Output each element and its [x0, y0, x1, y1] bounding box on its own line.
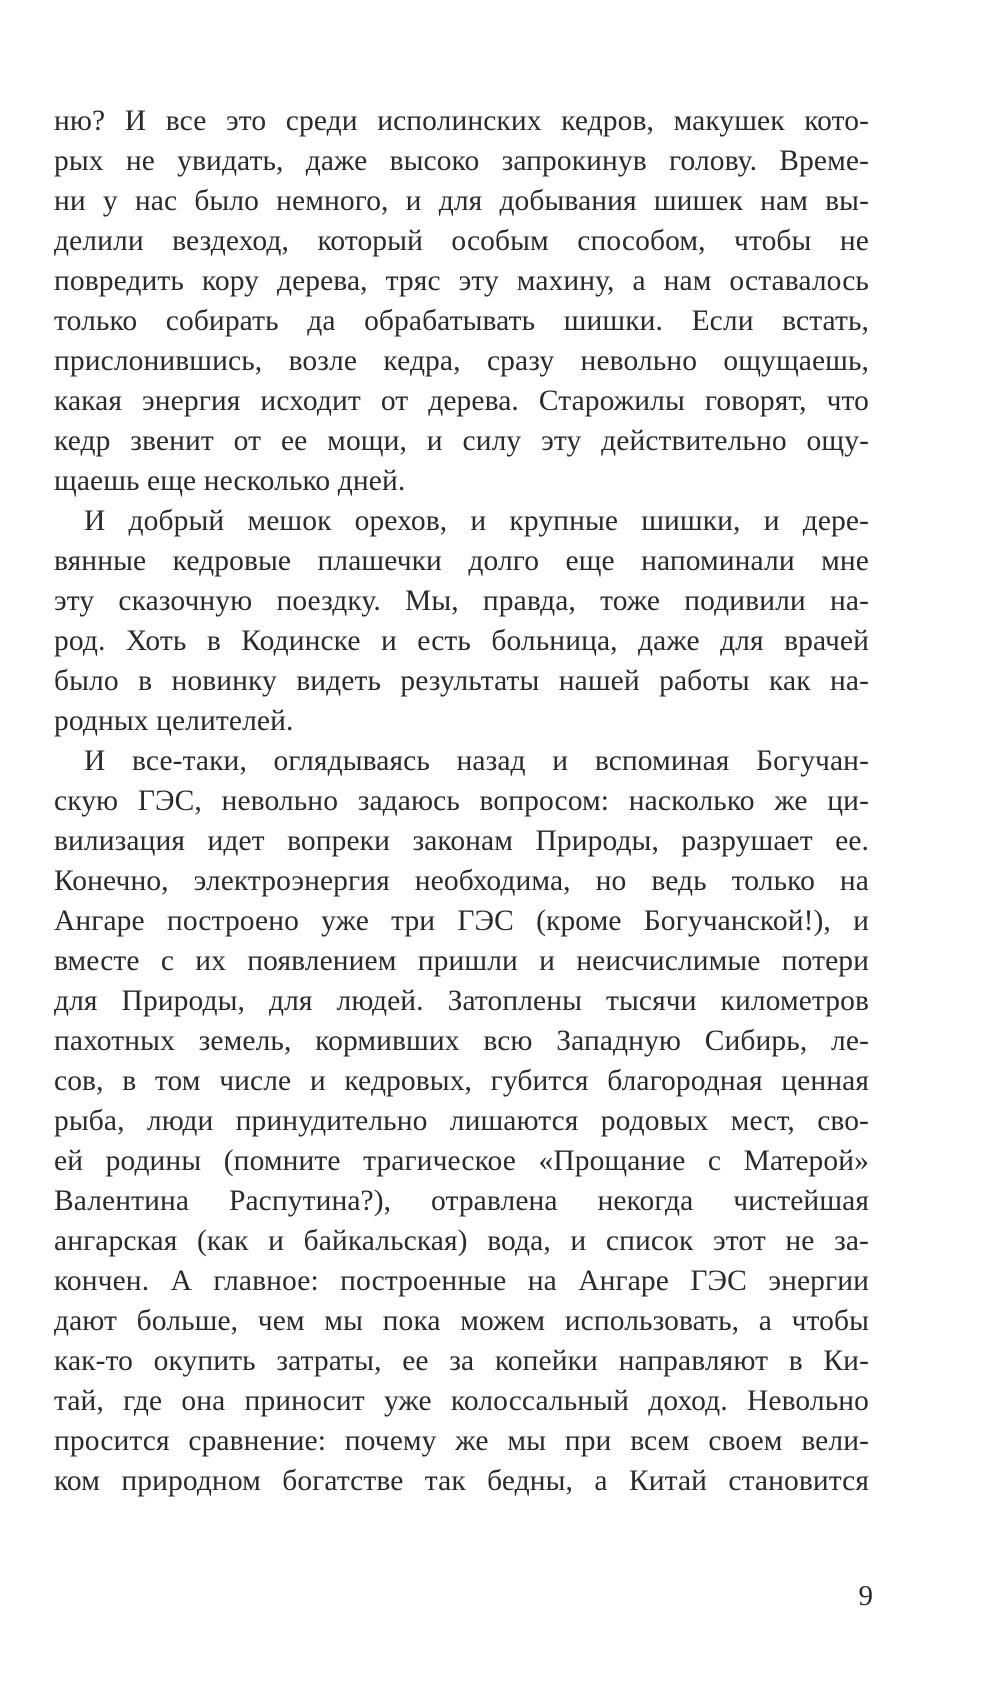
page-number: 9: [858, 1580, 873, 1612]
text-line: Валентина Распутина?), отравлена некогда чистейшая: [54, 1185, 869, 1217]
text-line: как-то окупить затраты, ее за копейки направляют в Ки-: [54, 1345, 869, 1377]
text-line: ком природном богатстве так бедны, а Китай становится: [54, 1465, 869, 1497]
text-line: только собирать да обрабатывать шишки. Если встать,: [54, 305, 869, 337]
text-line: вянные кедровые плашечки долго еще напоминали мне: [54, 545, 869, 577]
text-line: вилизация идет вопреки законам Природы, разрушает ее.: [54, 825, 869, 857]
text-line: Конечно, электроэнергия необходима, но ведь только на: [54, 865, 869, 897]
text-line: кедр звенит от ее мощи, и силу эту действительно ощу-: [54, 425, 869, 457]
text-line: эту сказочную поездку. Мы, правда, тоже подивили на-: [54, 585, 869, 617]
text-line: тай, где она приносит уже колоссальный доход. Невольно: [54, 1385, 869, 1417]
text-line: прислонившись, возле кедра, сразу невольно ощущаешь,: [54, 345, 869, 377]
text-line: ей родины (помните трагическое «Прощание с Матерой»: [54, 1145, 869, 1177]
text-line: было в новинку видеть результаты нашей работы как на-: [54, 665, 869, 697]
text-line: рых не увидать, даже высоко запрокинув голову. Време-: [54, 145, 869, 177]
text-line: И все-таки, оглядываясь назад и вспоминая Богучан-: [84, 745, 869, 777]
text-line: Ангаре построено уже три ГЭС (кроме Богучанской!), и: [54, 905, 869, 937]
text-line: скую ГЭС, невольно задаюсь вопросом: насколько же ци-: [54, 785, 869, 817]
text-line: сов, в том числе и кедровых, губится благородная ценная: [54, 1065, 869, 1097]
text-line: для Природы, для людей. Затоплены тысячи километров: [54, 985, 869, 1017]
text-line: какая энергия исходит от дерева. Старожилы говорят, что: [54, 385, 869, 417]
text-line: кончен. А главное: построенные на Ангаре ГЭС энергии: [54, 1265, 869, 1297]
text-line: делили вездеход, который особым способом, чтобы не: [54, 225, 869, 257]
text-line: щаешь еще несколько дней.: [54, 465, 406, 497]
text-line: ню? И все это среди исполинских кедров, макушек кото-: [54, 105, 869, 137]
text-line: И добрый мешок орехов, и крупные шишки, и дере-: [84, 505, 869, 537]
text-line: вместе с их появлением пришли и неисчислимые потери: [54, 945, 869, 977]
text-line: пахотных земель, кормивших всю Западную Сибирь, ле-: [54, 1025, 869, 1057]
text-line: дают больше, чем мы пока можем использовать, а чтобы: [54, 1305, 869, 1337]
text-line: просится сравнение: почему же мы при всем своем вели-: [54, 1425, 869, 1457]
text-line: родных целителей.: [54, 705, 294, 737]
text-line: повредить кору дерева, тряс эту махину, а нам оставалось: [54, 265, 869, 297]
text-line: рыба, люди принудительно лишаются родовых мест, сво-: [54, 1105, 869, 1137]
text-line: ни у нас было немного, и для добывания шишек нам вы-: [54, 185, 869, 217]
text-line: род. Хоть в Кодинске и есть больница, даже для врачей: [54, 625, 869, 657]
text-line: ангарская (как и байкальская) вода, и список этот не за-: [54, 1225, 869, 1257]
